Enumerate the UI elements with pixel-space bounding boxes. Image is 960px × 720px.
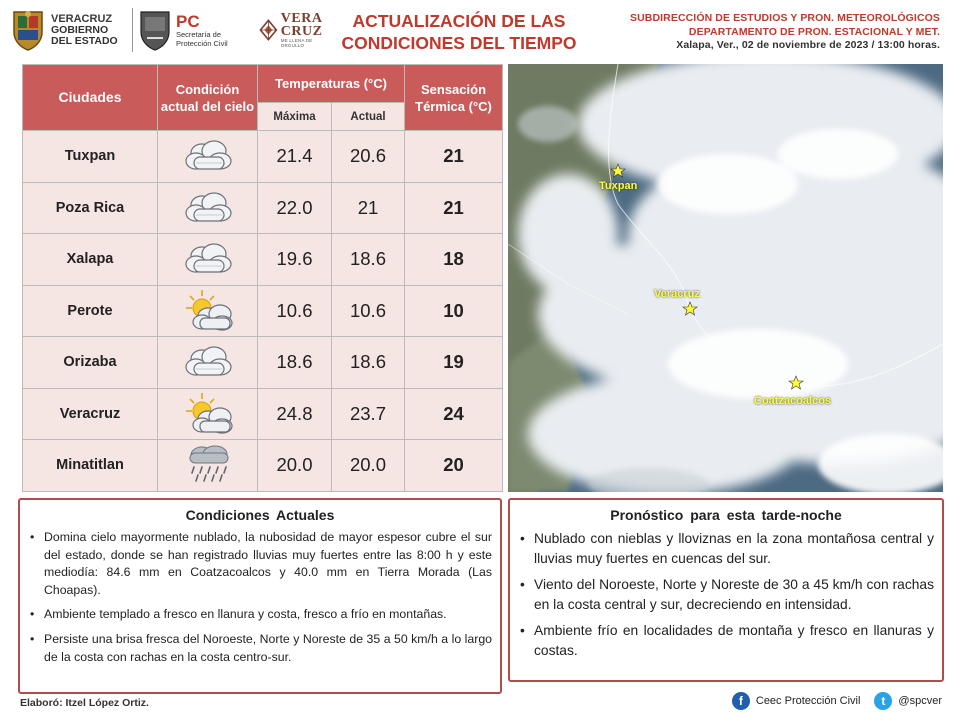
facebook-icon[interactable]: f (732, 692, 750, 710)
thermal-sensation: 19 (405, 337, 503, 389)
pc-logo-line2: Protección Civil (176, 38, 228, 48)
author-credit: Elaboró: Itzel López Ortiz. (20, 697, 149, 709)
department-info (630, 12, 940, 53)
city-name: Minatitlan (23, 440, 158, 492)
facebook-handle[interactable]: Ceec Protección Civil (755, 695, 861, 707)
thermal-sensation: 10 (405, 285, 503, 337)
table-row (23, 388, 503, 440)
page-title (328, 10, 590, 54)
rain-icon (158, 445, 257, 485)
cloudy-icon (158, 191, 257, 225)
state-logo-line2: GOBIERNO (51, 23, 109, 36)
social-links (732, 692, 942, 710)
veracruz-logo-slogan: ME LLENA DE ORGULLO (280, 38, 313, 48)
pc-logo-line1: Secretaría de (176, 29, 222, 39)
label-veracruz: Veracruz (654, 288, 700, 300)
table-row (23, 440, 503, 492)
state-shield-icon (10, 8, 46, 52)
state-logo-line3: DEL ESTADO (51, 34, 118, 47)
city-name: Perote (23, 285, 158, 337)
page-title-line1: ACTUALIZACIÓN DE LAS (352, 11, 566, 31)
thermal-sensation: 21 (405, 131, 503, 183)
temp-max: 24.8 (258, 388, 332, 440)
temp-current: 23.7 (332, 388, 405, 440)
sky-condition-cell (158, 388, 258, 440)
sky-condition-cell (158, 440, 258, 492)
temp-current: 10.6 (332, 285, 405, 337)
sky-condition-cell (158, 182, 258, 234)
thermal-sensation: 20 (405, 440, 503, 492)
department-line2: DEPARTAMENTO DE PRON. ESTACIONAL Y MET. (688, 25, 940, 38)
city-name: Orizaba (23, 337, 158, 389)
thermal-sensation: 24 (405, 388, 503, 440)
twitter-icon[interactable]: t (874, 692, 892, 710)
sky-condition-cell (158, 285, 258, 337)
page-title-line2: CONDICIONES DEL TIEMPO (341, 33, 577, 53)
city-name: Tuxpan (23, 131, 158, 183)
temp-current: 18.6 (332, 337, 405, 389)
veracruz-knot-icon (258, 15, 279, 45)
satellite-image (508, 64, 943, 492)
header-thermal-sensation: Sensación Térmica (°C) (405, 65, 503, 131)
issue-date: Xalapa, Ver., 02 de noviembre de 2023 / 13:00 horas. (676, 39, 940, 51)
weather-table (22, 64, 503, 492)
temp-max: 10.6 (258, 285, 332, 337)
cloudy-icon (158, 345, 257, 379)
sky-condition-cell (158, 234, 258, 286)
temp-current: 20.0 (332, 440, 405, 492)
header-temperatures: Temperaturas (°C) (258, 65, 405, 103)
sky-condition-cell (158, 131, 258, 183)
label-tuxpan: Tuxpan (599, 180, 638, 192)
table-row (23, 285, 503, 337)
partly-cloudy-icon (158, 391, 257, 437)
veracruz-logo-line2: CRUZ (280, 24, 323, 39)
temp-current: 21 (332, 182, 405, 234)
temp-max: 19.6 (258, 234, 332, 286)
forecast-list (510, 529, 942, 660)
header-cities: Ciudades (23, 65, 158, 131)
cloudy-icon (158, 242, 257, 276)
list-item: • Domina cielo mayormente nublado, la nubosidad de mayor espesor cubre el sur del estado, donde se han registrado lluvias muy fuertes entre las 8:00 h y este mediodía: 84.6 mm en Coatzacoalcos y 40.0 mm en Tierra Morada (Las Choapas). (28, 529, 492, 599)
cloudy-icon (158, 139, 257, 173)
list-item: • Persiste una brisa fresca del Noroeste, Norte y Noreste de 35 a 50 km/h a lo largo de la costa con rachas en la costa centro-sur. (28, 631, 492, 666)
veracruz-logo-line1: VERA (280, 11, 323, 26)
pc-abbreviation: PC (176, 11, 200, 31)
label-coatzacoalcos: Coatzacoalcos (754, 395, 832, 407)
partly-cloudy-icon (158, 288, 257, 334)
department-line1: SUBDIRECCIÓN DE ESTUDIOS Y PRON. METEOROLÓGICOS (629, 12, 940, 24)
temp-current: 20.6 (332, 131, 405, 183)
list-item: • Ambiente frío en localidades de montaña y fresco en llanuras y costas. (518, 621, 934, 660)
current-conditions-list (20, 529, 500, 666)
civil-protection-logo (138, 6, 256, 54)
list-item: • Nublado con nieblas y lloviznas en la zona montañosa central y lluvias muy fuertes en cuencas del sur. (518, 529, 934, 568)
city-name: Veracruz (23, 388, 158, 440)
list-item: • Ambiente templado a fresco en llanura y costa, fresco a frío en montañas. (28, 606, 492, 624)
satellite-map (508, 64, 943, 492)
header-sky-condition: Condición actual del cielo (158, 65, 258, 131)
sky-condition-cell (158, 337, 258, 389)
temp-current: 18.6 (332, 234, 405, 286)
forecast-title: Pronóstico para esta tarde-noche (610, 507, 842, 523)
city-name: Xalapa (23, 234, 158, 286)
thermal-sensation: 21 (405, 182, 503, 234)
table-row (23, 234, 503, 286)
veracruz-brand-logo (258, 6, 326, 54)
header-divider (132, 8, 133, 52)
header-current: Actual (332, 103, 405, 131)
table-row (23, 337, 503, 389)
twitter-handle[interactable]: @spcver (898, 695, 942, 707)
state-government-logo (10, 6, 132, 54)
forecast-panel (508, 498, 944, 682)
temp-max: 21.4 (258, 131, 332, 183)
list-item: • Viento del Noroeste, Norte y Noreste de 30 a 45 km/h con rachas en la costa central y sur, decreciendo en intensidad. (518, 575, 934, 614)
header-max: Máxima (258, 103, 332, 131)
temp-max: 18.6 (258, 337, 332, 389)
current-conditions-panel (18, 498, 502, 694)
table-row (23, 131, 503, 183)
table-row (23, 182, 503, 234)
temp-max: 22.0 (258, 182, 332, 234)
current-conditions-title: Condiciones Actuales (185, 507, 335, 523)
state-logo-line1: VERACRUZ (51, 12, 113, 25)
temp-max: 20.0 (258, 440, 332, 492)
city-name: Poza Rica (23, 182, 158, 234)
thermal-sensation: 18 (405, 234, 503, 286)
civil-protection-shield-icon (138, 8, 172, 52)
